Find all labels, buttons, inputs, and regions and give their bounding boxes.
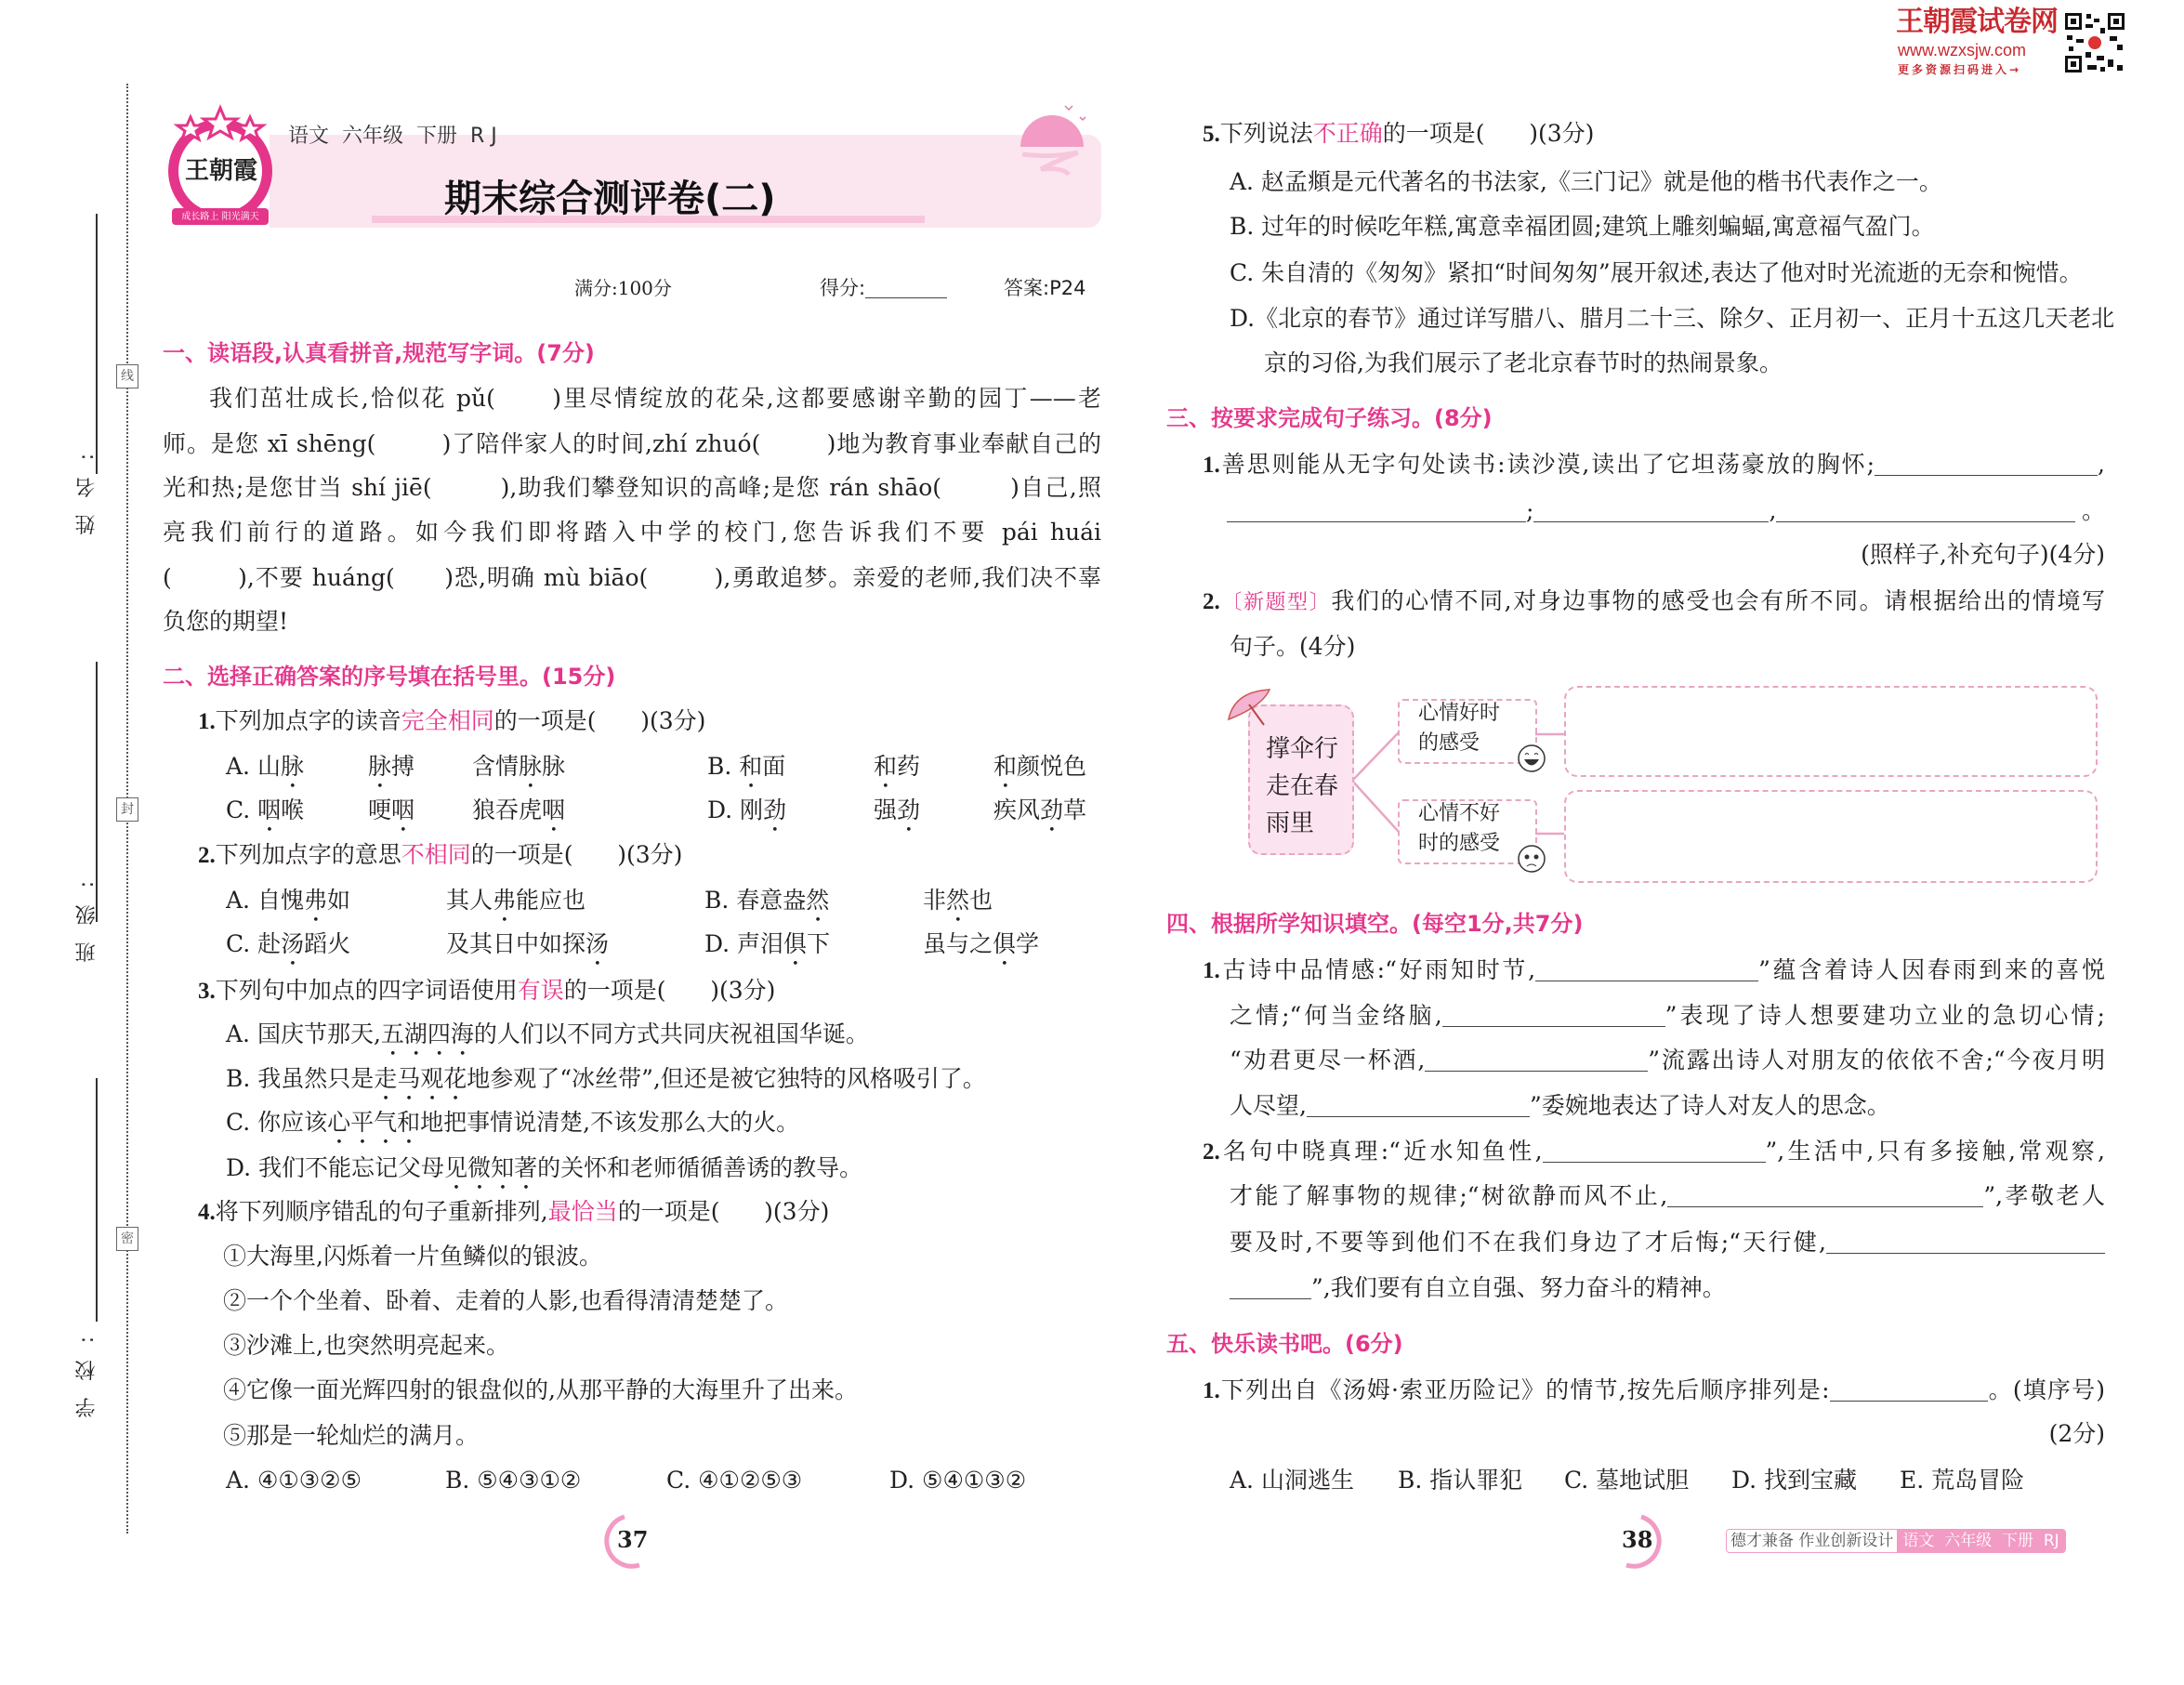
option-a-word — [472, 748, 565, 794]
scene-text: 撑伞行 走在春 雨里 — [1266, 735, 1339, 837]
emphasized-text: 劲 — [897, 796, 921, 823]
brand-url: www.wzxsjw.com — [1898, 41, 2027, 59]
highlighted-text: 有误 — [517, 977, 564, 1004]
section-4-title: 四、根据所学知识填空。(每空1分,共7分) — [1166, 911, 1584, 937]
text: A. 国庆节那天, — [226, 1020, 381, 1047]
question-2-3 — [198, 972, 775, 1009]
text: 颜悦色 — [1017, 753, 1087, 780]
option-c[interactable] — [226, 1104, 799, 1141]
emphasized-text: 俱 — [783, 930, 808, 957]
cut-mark-secret: 密 — [116, 1227, 138, 1251]
answer-blank[interactable] — [1533, 495, 1769, 522]
text: D. 刚 — [707, 796, 764, 823]
brand-tagline: 更多资源扫码进入→ — [1898, 63, 2022, 76]
answer-blank[interactable] — [1830, 1375, 1988, 1402]
section-3-title: 三、按要求完成句子练习。(8分) — [1166, 405, 1493, 431]
emphasized-text: 脉 — [368, 753, 392, 780]
text: 非 — [923, 887, 947, 914]
text: 其人 — [446, 887, 493, 914]
highlighted-text: 不正确 — [1312, 120, 1383, 147]
answer-blank[interactable] — [1667, 1180, 1983, 1207]
text: ”表现了诗人想要建功立业的急切心情; — [1664, 1002, 2105, 1029]
text: C. 赴 — [226, 930, 282, 957]
page-number-right: 38 — [1622, 1526, 1653, 1553]
answer-blank[interactable] — [1826, 1227, 2105, 1254]
option-b[interactable] — [226, 1060, 986, 1098]
question-number: 1. — [1203, 958, 1220, 983]
emphasized-text: 脉 — [519, 753, 543, 780]
text: 搏 — [391, 753, 415, 780]
sentence-item: ③沙滩上,也突然明亮起来。 — [223, 1332, 509, 1359]
text: 狼吞虎 — [472, 796, 543, 823]
text: C. — [226, 796, 258, 823]
question-number: 2. — [198, 843, 216, 868]
emphasized-text: 走马观花 — [374, 1065, 467, 1092]
option-a[interactable] — [226, 882, 350, 928]
question-number: 3. — [198, 979, 216, 1004]
text: ; — [1526, 497, 1534, 524]
passage-line: 我们茁壮成长,恰似花 pǔ( )里尽情绽放的花朵,这都要感谢辛勤的园丁——老 — [209, 385, 1101, 412]
option-a[interactable]: A. ④①③②⑤ — [226, 1467, 362, 1494]
text: 药 — [897, 753, 921, 780]
emphasized-text: 然 — [806, 887, 830, 914]
option-c[interactable]: C. 墓地试胆 — [1564, 1467, 1690, 1494]
text: 古诗中品情感:“好雨知时节, — [1219, 956, 1536, 983]
question-number: 1. — [1203, 1378, 1220, 1403]
question-3-2-cont: 句子。(4分) — [1230, 633, 1356, 660]
brand-block — [1896, 7, 2175, 80]
question-4-2 — [1203, 1133, 2105, 1170]
option-row — [0, 1462, 2184, 1499]
answer-blank[interactable] — [1307, 1090, 1530, 1117]
emphasized-text: 汤 — [585, 930, 610, 957]
name-label: 姓名: — [75, 437, 99, 535]
option-d-word — [993, 792, 1086, 837]
emphasized-text: 和 — [739, 753, 763, 780]
answer-blank[interactable] — [1543, 1136, 1766, 1163]
emphasized-text: 和 — [993, 753, 1018, 780]
text: 下列句中加点的四字词语使用 — [215, 977, 518, 1004]
text: 。(填序号) — [1987, 1376, 2105, 1403]
emphasized-text: 咽 — [257, 796, 282, 823]
text: 下列说法 — [1219, 120, 1313, 147]
text: 面 — [762, 753, 786, 780]
text: 如 — [326, 887, 350, 914]
emphasized-text: 五湖四海 — [380, 1020, 474, 1047]
text: 我们的心情不同,对身边事物的感受也会有所不同。请根据给出的情境写 — [1331, 587, 2105, 614]
emphasized-text: 见微知著 — [444, 1154, 538, 1181]
score-label: 得分: — [820, 277, 866, 299]
emphasized-text: 咽 — [391, 796, 415, 823]
text: ”,孝敬老人 — [1983, 1182, 2105, 1209]
footer-book: 语文 六年级 下册 RJ — [1897, 1530, 2064, 1552]
question-4-1-line — [1230, 1087, 1890, 1125]
text: , — [1769, 497, 1777, 524]
option-e[interactable]: E. 荒岛冒险 — [1900, 1467, 2025, 1494]
name-underline — [96, 214, 98, 474]
text: ”流露出诗人对朋友的依依不舍;“今夜月明 — [1648, 1047, 2105, 1073]
text: ”,生活中,只有多接触,常观察, — [1765, 1138, 2105, 1165]
logo-slogan: 成长路上 阳光满天 — [181, 212, 259, 222]
question-3-1-blanks — [1227, 493, 2105, 530]
text: 的一项是( )(3分) — [1382, 120, 1595, 147]
option-row — [0, 792, 1115, 829]
question-number: 2. — [1203, 1139, 1220, 1165]
option-b-word — [874, 748, 920, 794]
brand-name: 王朝霞试卷网 — [1896, 6, 2058, 38]
option-b[interactable]: B. 过年的时候吃年糕,寓意幸福团圆;建筑上雕刻蝙蝠,寓意福气盈门。 — [1230, 213, 1935, 240]
emphasized-text: 汤 — [281, 930, 305, 957]
question-number: 1. — [198, 709, 216, 734]
full-score: 满分:100分 — [574, 277, 672, 299]
option-row — [0, 882, 1115, 919]
text: 之情;“何当金络脑, — [1230, 1002, 1442, 1029]
emphasized-text: 弗 — [493, 887, 517, 914]
sad-face-icon — [1517, 844, 1546, 874]
option-d[interactable]: D.《北京的春节》通过详写腊八、腊月二十三、除夕、正月初一、正月十五这几天老北 — [1230, 305, 2115, 332]
option-d[interactable] — [707, 792, 786, 837]
text: 学 — [1016, 930, 1040, 957]
question-4-1 — [1203, 952, 2105, 989]
question-3-2 — [1203, 583, 2105, 620]
logo-text: 王朝霞 — [184, 157, 257, 185]
logo — [163, 104, 279, 230]
question-3-1 — [1203, 446, 2105, 483]
question-4-1-line — [1230, 1042, 2105, 1079]
question-2-2 — [198, 836, 682, 874]
text: 下 — [807, 930, 831, 957]
text: 地把事情说清楚,不该发那么大的火。 — [420, 1109, 800, 1136]
page-number-left: 37 — [617, 1526, 649, 1553]
text: 下列加点字的读音 — [215, 707, 401, 734]
option-c-word — [368, 792, 414, 837]
text: 善思则能从无字句处读书:读沙漠,读出了它坦荡豪放的胸怀; — [1219, 451, 1875, 478]
text: 的关怀和老师循循善诱的教导。 — [537, 1154, 863, 1181]
question-5-1-score: (2分) — [2048, 1420, 2105, 1447]
emphasized-text: 咽 — [542, 796, 566, 823]
option-d[interactable] — [704, 926, 830, 971]
text: 下列加点字的意思 — [215, 841, 401, 868]
option-a[interactable] — [226, 1016, 869, 1053]
answer-blank[interactable] — [1227, 495, 1526, 522]
text: 名句中晓真理:“近水知鱼性, — [1219, 1138, 1543, 1165]
option-a[interactable]: A. 赵孟頫是元代著名的书法家,《三门记》就是他的楷书代表作之一。 — [1230, 168, 1942, 195]
cut-mark-line: 线 — [116, 364, 138, 388]
text: ”蕴含着诗人因春雨到来的喜悦 — [1758, 956, 2105, 983]
footer-series: 德才兼备 作业创新设计 — [1727, 1530, 1897, 1552]
answer-blank[interactable] — [1776, 495, 2075, 522]
question-4-2-line — [1230, 1178, 2105, 1215]
text: 强 — [874, 796, 898, 823]
option-b[interactable]: B. ⑤④③①② — [445, 1467, 582, 1494]
sentence-item: ①大海里,闪烁着一片鱼鳞似的银波。 — [223, 1243, 602, 1270]
good-mood-answer-box[interactable] — [1564, 686, 2098, 777]
option-d-word — [923, 926, 1039, 971]
text: 含情 — [472, 753, 520, 780]
subject-label: 语文 六年级 下册 R J — [288, 125, 497, 148]
option-c-word — [446, 926, 609, 971]
highlighted-text: 不相同 — [401, 841, 471, 868]
section-1-title: 一、读语段,认真看拼音,规范写字词。(7分) — [163, 340, 595, 366]
text: 要及时,不要等到他们不在我们身边了才后悔;“天行健, — [1230, 1229, 1826, 1256]
bad-mood-label: 心情不好 时的感受 — [1418, 802, 1501, 855]
option-row — [0, 926, 1115, 963]
text: D. 声泪 — [704, 930, 784, 957]
sunset-icon — [1013, 100, 1097, 184]
passage-line: 负您的期望! — [163, 608, 289, 635]
passage-line: 亮我们前行的道路。如今我们即将踏入中学的校门,您告诉我们不要 pái huái — [163, 519, 1101, 546]
emphasized-text: 脉 — [280, 753, 304, 780]
option-d[interactable] — [226, 1150, 862, 1187]
qr-code-icon — [2063, 11, 2126, 74]
answer-blank[interactable] — [1535, 954, 1758, 981]
text: 的一项是( )(3分) — [493, 707, 706, 734]
text: A. 山 — [226, 753, 281, 780]
emphasized-text: 然 — [946, 887, 970, 914]
text: A. 自愧 — [226, 887, 304, 914]
bad-mood-answer-box[interactable] — [1564, 790, 2098, 883]
option-a[interactable] — [226, 748, 304, 794]
highlighted-text: 完全相同 — [401, 707, 494, 734]
emphasized-text: 弗 — [303, 887, 327, 914]
text: 虽与之 — [923, 930, 993, 957]
text: ”委婉地表达了诗人对友人的思念。 — [1529, 1092, 1890, 1119]
option-row — [0, 748, 1115, 785]
sentence-item: ④它像一面光辉四射的银盘似的,从那平静的大海里升了出来。 — [223, 1376, 858, 1403]
sentence-item: ②一个个坐着、卧着、走着的人影,也看得清清楚楚了。 — [223, 1287, 788, 1314]
text: 人尽望, — [1230, 1092, 1307, 1119]
option-c-word — [472, 792, 565, 837]
option-a[interactable]: A. 山洞逃生 — [1230, 1467, 1354, 1494]
class-label: 班级: — [75, 864, 99, 963]
text: “劝君更尽一杯酒, — [1230, 1047, 1426, 1073]
answer-blank[interactable] — [1230, 1272, 1311, 1299]
passage-line: 光和热;是您甘当 shí jiē( ),助我们攀登知识的高峰;是您 rán shāo( )自己,照 — [163, 474, 1101, 501]
option-d-continued: 京的习俗,为我们展示了老北京春节时的热闹景象。 — [1264, 349, 1783, 376]
text: 的人们以不同方式共同庆祝祖国华诞。 — [473, 1020, 869, 1047]
question-2-5 — [1203, 115, 1594, 152]
question-number: 4. — [198, 1200, 216, 1225]
text: 蹈火 — [304, 930, 351, 957]
question-number: 1. — [1203, 453, 1220, 478]
umbrella-icon — [1225, 684, 1281, 731]
sentence-item: ⑤那是一轮灿烂的满月。 — [223, 1422, 480, 1449]
option-d[interactable]: D. 找到宝藏 — [1731, 1467, 1858, 1494]
option-c[interactable]: C. 朱自清的《匆匆》紧扣“时间匆匆”展开叙述,表达了他对时光流逝的无奈和惋惜。 — [1230, 259, 2083, 286]
question-4-1-line — [1230, 997, 2105, 1034]
question-3-1-note: (照样子,补充句子)(4分) — [1861, 541, 2105, 568]
text: 能应也 — [516, 887, 586, 914]
answer-blank[interactable] — [1875, 449, 2098, 476]
text: B. — [707, 753, 740, 780]
section-5-title: 五、快乐读书吧。(6分) — [1166, 1331, 1403, 1357]
option-c[interactable] — [226, 926, 350, 971]
option-d[interactable]: D. ⑤④①③② — [889, 1467, 1027, 1494]
emphasized-text: 俱 — [993, 930, 1017, 957]
option-d-word — [874, 792, 920, 837]
option-c[interactable]: C. ④①②⑤③ — [666, 1467, 803, 1494]
text: 。 — [2075, 497, 2105, 524]
text: 地参观了“冰丝带”,但还是被它独特的风格吸引了。 — [467, 1065, 986, 1092]
new-type-tag: 〔新题型〕 — [1219, 591, 1332, 614]
text: C. 你应该 — [226, 1109, 328, 1136]
cut-mark-seal: 封 — [116, 797, 138, 822]
text: 喉 — [281, 796, 305, 823]
section-2-title: 二、选择正确答案的序号填在括号里。(15分) — [163, 664, 616, 690]
text: 草 — [1063, 796, 1087, 823]
answer-reference: 答案:P24 — [1004, 277, 1086, 299]
option-a-word — [368, 748, 414, 794]
option-b-word — [993, 748, 1086, 794]
emphasized-text: 心平气和 — [327, 1109, 421, 1136]
passage-line: ( ),不要 huáng( )恐,明确 mù biāo( ),勇敢追梦。亲爱的老师,我们决不辜 — [163, 564, 1101, 591]
text: 哽 — [368, 796, 392, 823]
text: 将下列顺序错乱的句子重新排列, — [215, 1198, 548, 1225]
text: ”,我们要有自立自强、努力奋斗的精神。 — [1311, 1274, 1726, 1301]
question-number: 5. — [1203, 122, 1220, 147]
text: 也 — [969, 887, 993, 914]
text: 下列出自《汤姆·索亚历险记》的情节,按先后顺序排列是: — [1219, 1376, 1830, 1403]
question-2-1 — [198, 703, 705, 740]
text: 的一项是( )(3分) — [617, 1198, 830, 1225]
footer-banner — [1726, 1529, 2066, 1553]
question-4-2-line — [1230, 1270, 1726, 1307]
text: B. 我虽然只是 — [226, 1065, 375, 1092]
option-b[interactable] — [707, 748, 785, 794]
option-c[interactable] — [226, 792, 304, 837]
good-mood-label: 心情好时 的感受 — [1418, 702, 1501, 755]
option-b-word — [923, 882, 993, 928]
emphasized-text: 劲 — [1040, 796, 1064, 823]
text: , — [2098, 451, 2105, 478]
text: D. 我们不能忘记父母 — [226, 1154, 445, 1181]
option-b[interactable]: B. 指认罪犯 — [1398, 1467, 1523, 1494]
highlighted-text: 最恰当 — [547, 1198, 618, 1225]
happy-face-icon — [1517, 744, 1546, 773]
passage-line: 师。是您 xī shēng( )了陪伴家人的时间,zhí zhuó( )地为教育事业奉献自己的 — [163, 430, 1101, 457]
emphasized-text: 劲 — [763, 796, 787, 823]
score-field[interactable] — [820, 270, 947, 307]
emphasized-text: 和 — [874, 753, 898, 780]
option-a-word — [446, 882, 585, 928]
page-title: 期末综合测评卷(二) — [444, 178, 776, 220]
text: 的一项是( )(3分) — [563, 977, 776, 1004]
answer-blank[interactable] — [1425, 1045, 1648, 1072]
text: B. 春意盎 — [704, 887, 807, 914]
question-4-2-line — [1230, 1224, 2105, 1261]
text: 才能了解事物的规律;“树欲静而风不止, — [1230, 1182, 1668, 1209]
question-2-4 — [198, 1193, 829, 1231]
option-b[interactable] — [704, 882, 829, 928]
text: 脉 — [542, 753, 566, 780]
text: 及其日中如探 — [446, 930, 586, 957]
question-number: 2. — [1203, 589, 1220, 614]
text: 的一项是( )(3分) — [470, 841, 683, 868]
answer-blank[interactable] — [1442, 1000, 1665, 1027]
question-5-1 — [1203, 1372, 2105, 1409]
text: 疾风 — [993, 796, 1041, 823]
score-blank[interactable] — [865, 271, 947, 298]
school-label: 学校: — [75, 1320, 99, 1418]
school-underline — [96, 1078, 98, 1322]
